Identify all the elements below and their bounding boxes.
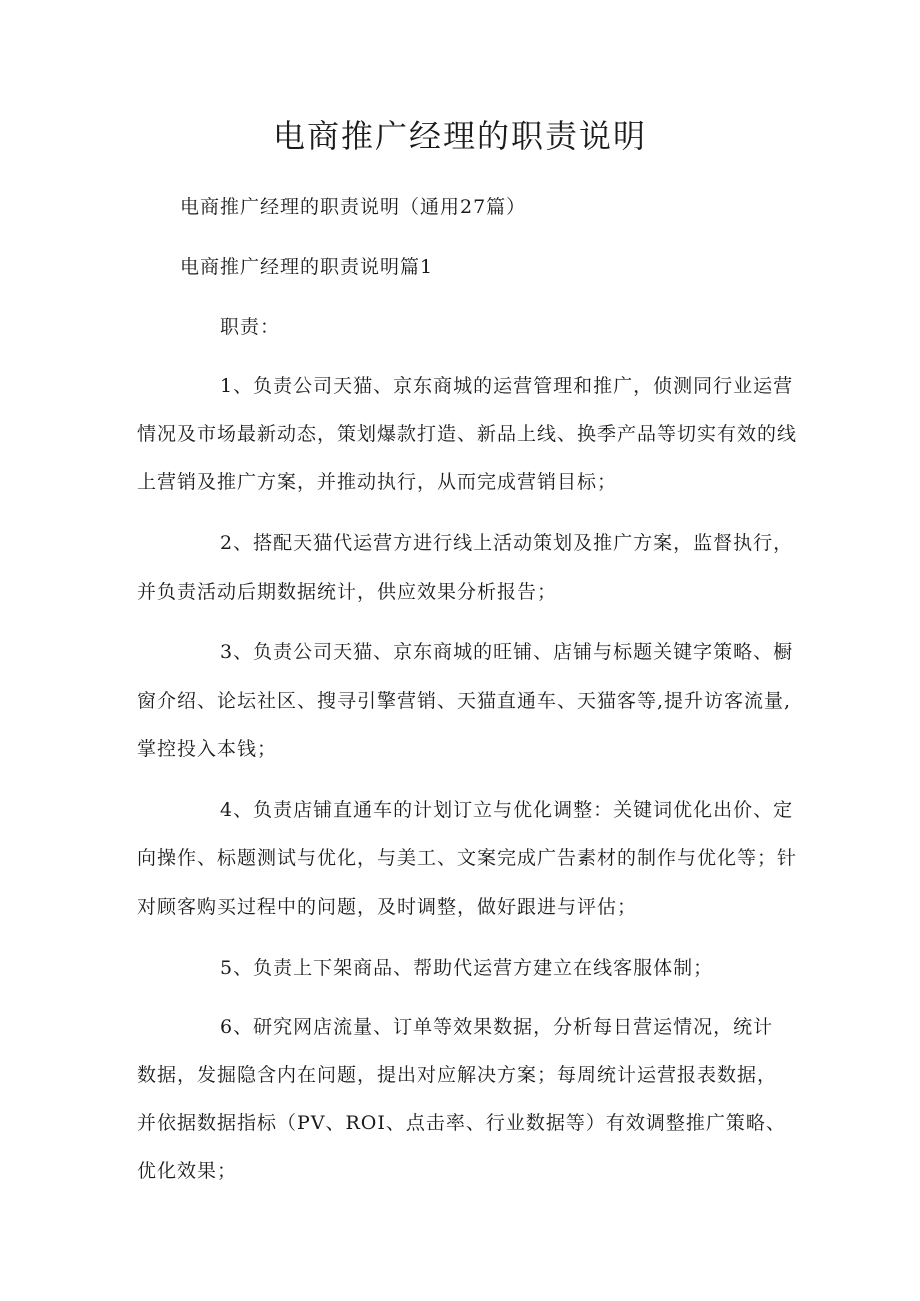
section-heading: 电商推广经理的职责说明篇1 <box>180 256 434 278</box>
item-3-line-1: 3、负责公司天猫、京东商城的旺铺、店铺与标题关键字策略、橱 <box>220 641 794 663</box>
item-6-line-4: 优化效果； <box>137 1160 238 1182</box>
item-2-line-1: 2、搭配天猫代运营方进行线上活动策划及推广方案，监督执行， <box>220 532 794 554</box>
item-1-line-3: 上营销及推广方案，并推动执行，从而完成营销目标； <box>137 471 618 493</box>
item-4-line-3: 对顾客购买过程中的问题，及时调整，做好跟进与评估； <box>137 896 638 918</box>
item-3-line-3: 掌控投入本钱； <box>137 738 278 760</box>
responsibilities-label: 职责： <box>220 316 281 338</box>
item-1-line-2: 情况及市场最新动态，策划爆款打造、新品上线、换季产品等切实有效的线 <box>137 423 798 445</box>
item-6-line-1: 6、研究网店流量、订单等效果数据，分析每日营运情况，统计 <box>220 1016 774 1038</box>
item-2-line-2: 并负责活动后期数据统计，供应效果分析报告； <box>137 581 558 603</box>
item-6-line-2: 数据，发掘隐含内在问题，提出对应解决方案；每周统计运营报表数据， <box>137 1064 778 1086</box>
document-title: 电商推广经理的职责说明 <box>272 117 647 155</box>
item-6-line-3: 并依据数据指标（PV、ROI、点击率、行业数据等）有效调整推广策略、 <box>137 1112 786 1134</box>
item-4-line-2: 向操作、标题测试与优化，与美工、文案完成广告素材的制作与优化等；针 <box>137 847 798 869</box>
item-3-line-2: 窗介绍、论坛社区、搜寻引擎营销、天猫直通车、天猫客等,提升访客流量, <box>137 690 792 712</box>
document-subtitle: 电商推广经理的职责说明（通用27篇） <box>180 196 527 218</box>
item-4-line-1: 4、负责店铺直通车的计划订立与优化调整：关键词优化出价、定 <box>220 799 794 821</box>
item-1-line-1: 1、负责公司天猫、京东商城的运营管理和推广，侦测同行业运营 <box>220 375 794 397</box>
item-5-line-1: 5、负责上下架商品、帮助代运营方建立在线客服体制； <box>220 957 714 979</box>
